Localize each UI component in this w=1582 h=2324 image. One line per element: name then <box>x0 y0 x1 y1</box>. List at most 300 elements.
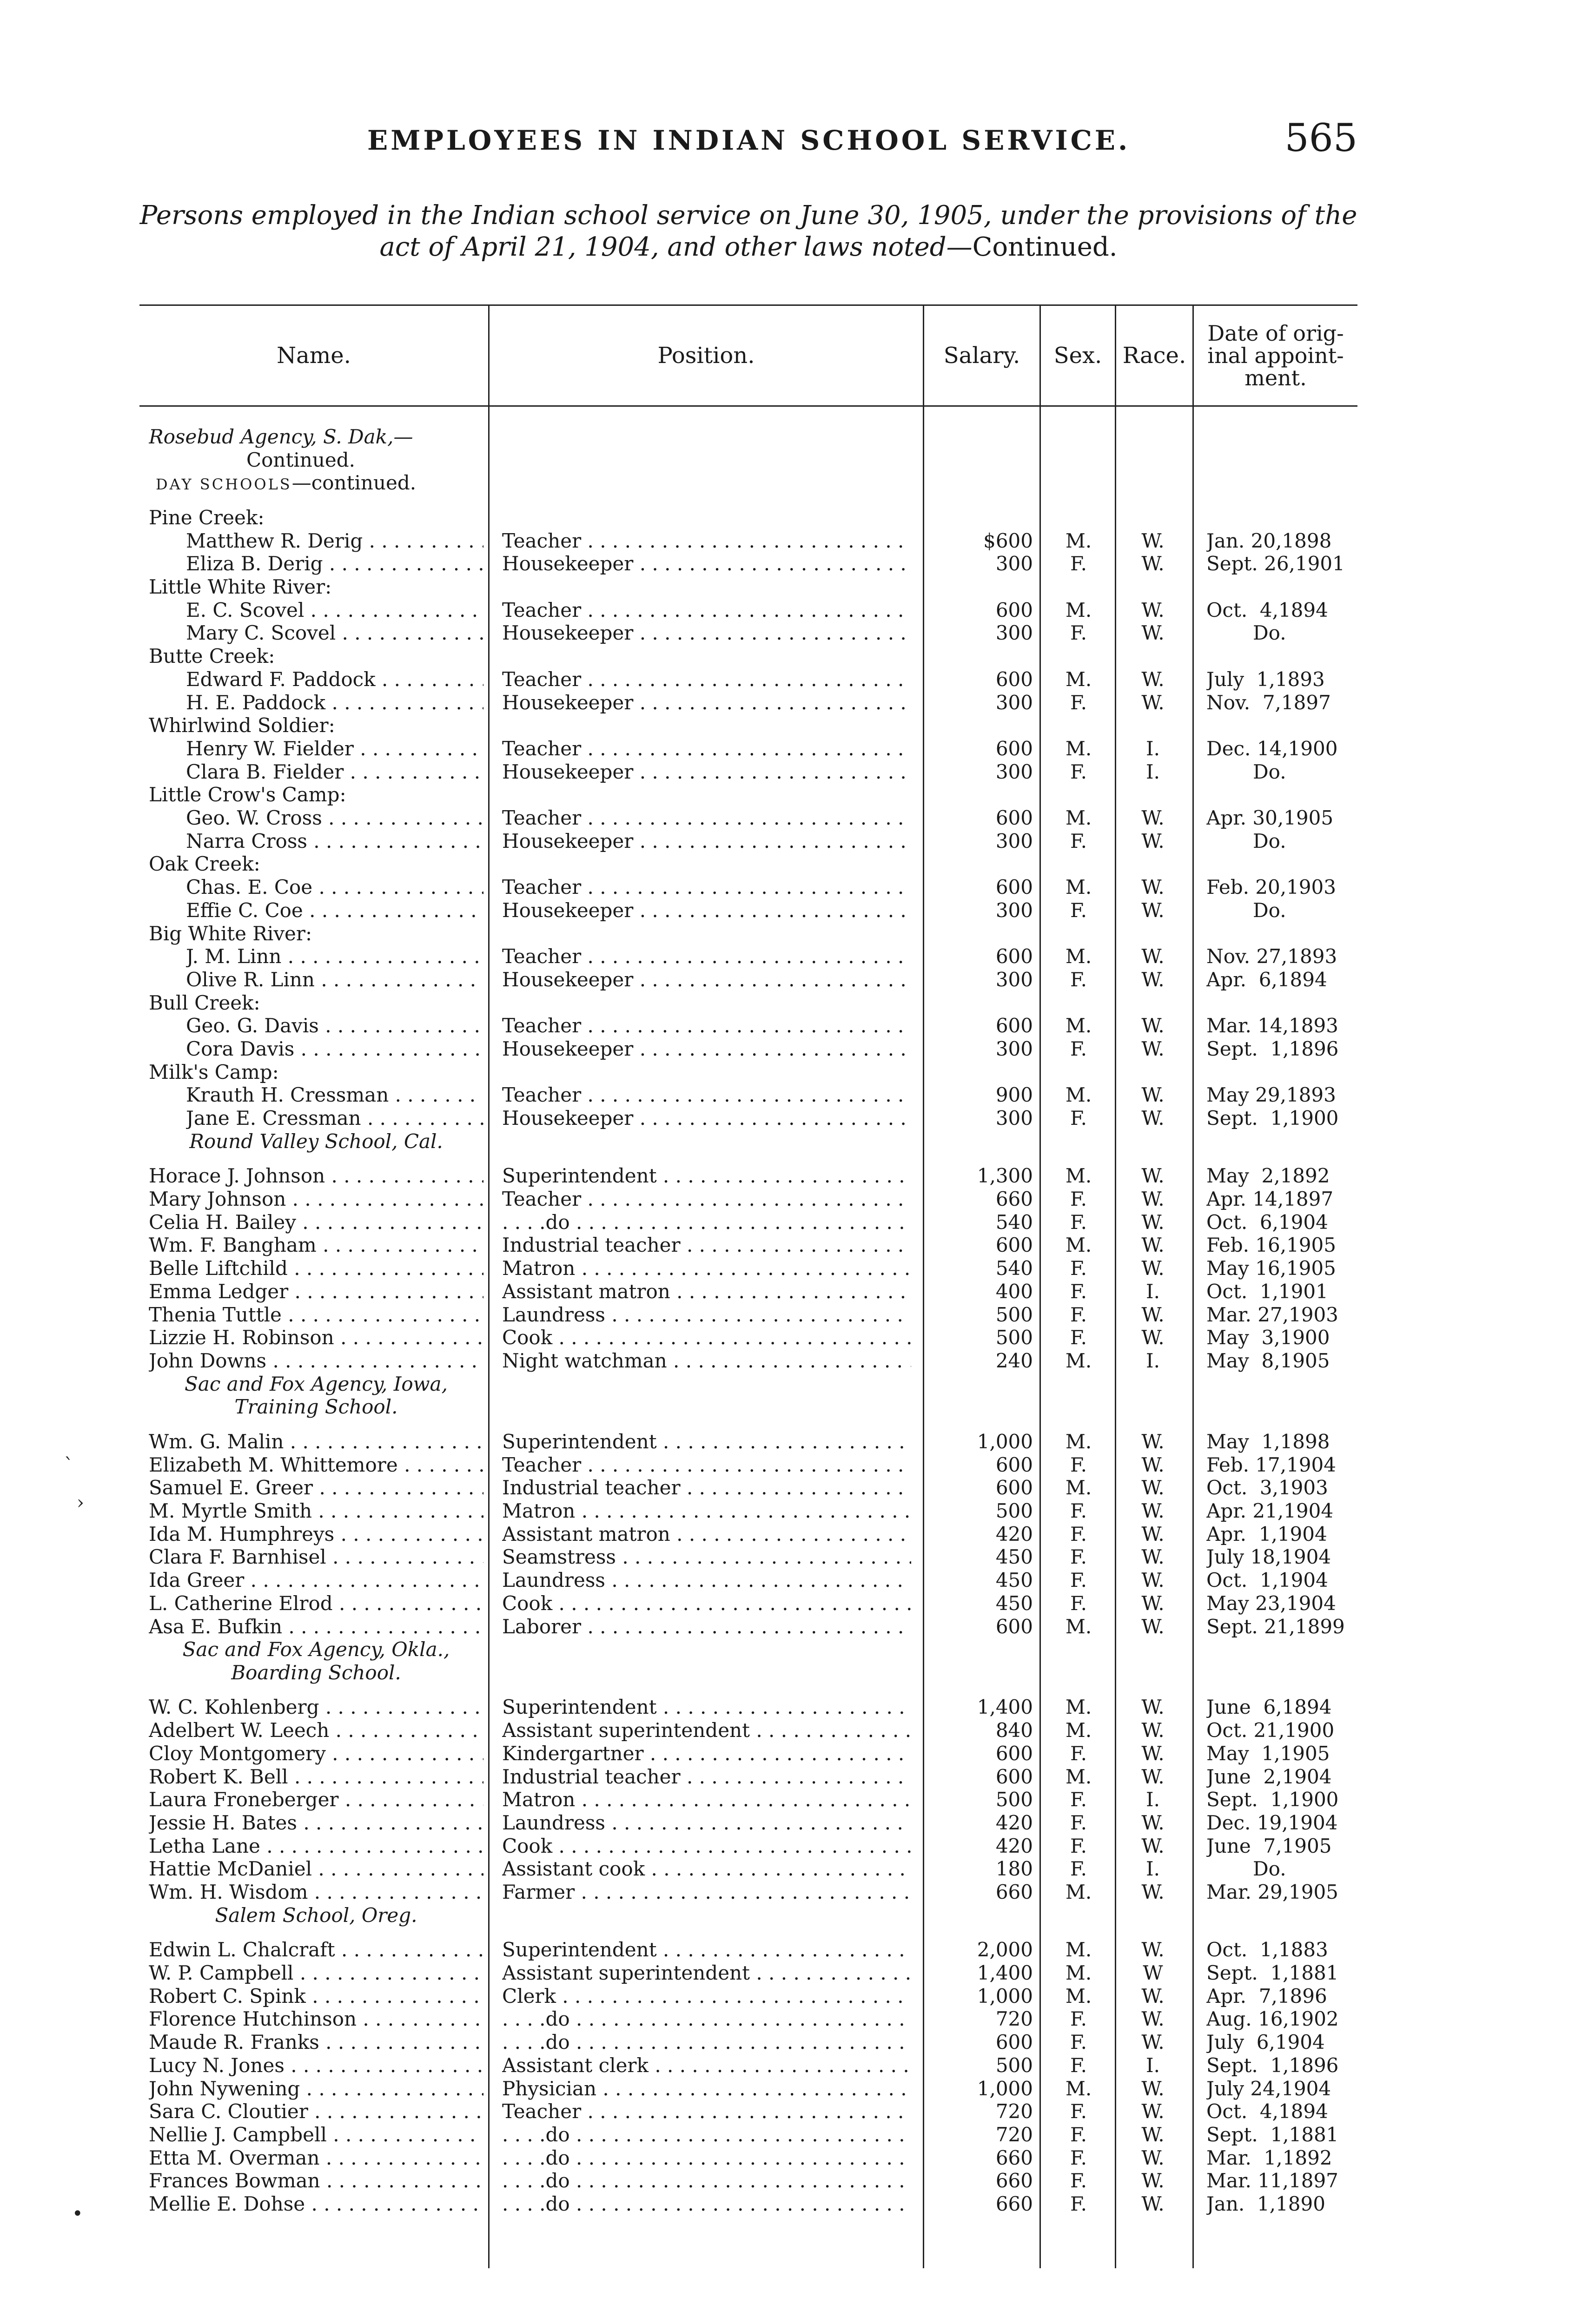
employee-salary: 300 <box>995 1037 1033 1060</box>
employee-position: Teacher . . . <box>502 737 911 760</box>
employee-appointment-date: May 29,1893 <box>1206 1083 1336 1106</box>
section-heading-line-2: Boarding School. <box>231 1661 401 1684</box>
employee-salary: 500 <box>995 1788 1033 1811</box>
employee-race: W. <box>1141 1453 1165 1476</box>
employee-salary: 720 <box>995 2123 1033 2146</box>
employee-sex: F. <box>1070 2100 1087 2123</box>
employee-sex: M. <box>1065 1696 1092 1718</box>
employee-sex: M. <box>1065 737 1092 760</box>
employee-name: Robert K. Bell . . . <box>149 1765 483 1788</box>
caption-line-1: Persons employed in the Indian school service on June 30, 1905, under the provisions of the <box>139 200 1357 231</box>
employee-position: Superintendent . . . <box>502 1938 911 1961</box>
employee-position: Teacher . . . <box>502 876 911 898</box>
employee-sex: F. <box>1070 2169 1087 2192</box>
column-separator-salary <box>1039 304 1041 2268</box>
employee-position: Teacher . . . <box>502 1453 911 1476</box>
employee-sex: F. <box>1070 1453 1087 1476</box>
employee-name: W. C. Kohlenberg . . . <box>149 1696 483 1718</box>
employee-position: Cook . . . <box>502 1592 911 1615</box>
employee-appointment-date: Jan. 20,1898 <box>1206 529 1332 552</box>
employee-salary: 400 <box>995 1280 1033 1303</box>
employee-appointment-date: Oct. 3,1903 <box>1206 1476 1328 1499</box>
employee-position: Teacher . . . <box>502 2100 911 2123</box>
employee-sex: M. <box>1065 1349 1092 1372</box>
section-heading-line-2: Training School. <box>234 1395 398 1418</box>
employee-race: W. <box>1141 599 1165 621</box>
employee-name: Etta M. Overman . . . <box>149 2146 483 2169</box>
employee-name: Narra Cross . . . <box>186 830 483 852</box>
column-header-date <box>1194 307 1357 404</box>
employee-salary: 600 <box>995 668 1033 691</box>
employee-name: Ida M. Humphreys . . . <box>149 1523 483 1545</box>
employee-race: W. <box>1141 2169 1165 2192</box>
column-header-date-line-3: ment. <box>1244 365 1307 390</box>
employee-name: Asa E. Bufkin . . . <box>149 1615 483 1638</box>
employee-position: Housekeeper . . . <box>502 552 911 575</box>
employee-name: John Downs . . . <box>149 1349 483 1372</box>
employee-race: I. <box>1146 1349 1160 1372</box>
employee-position: Housekeeper . . . <box>502 968 911 991</box>
employee-position: Housekeeper . . . <box>502 1037 911 1060</box>
employee-appointment-date: Feb. 20,1903 <box>1206 876 1336 898</box>
employee-race: W. <box>1141 1696 1165 1718</box>
employee-sex: F. <box>1070 1499 1087 1522</box>
employee-name: Geo. G. Davis . . . <box>186 1014 483 1037</box>
employee-name: Cora Davis . . . <box>186 1037 483 1060</box>
running-title: EMPLOYEES IN INDIAN SCHOOL SERVICE. <box>367 125 1131 156</box>
employee-appointment-date: Oct. 6,1904 <box>1206 1211 1328 1234</box>
employee-salary: 420 <box>995 1523 1033 1545</box>
employee-appointment-date: June 7,1905 <box>1206 1835 1332 1857</box>
employee-sex: M. <box>1065 1476 1092 1499</box>
employee-position: Matron . . . <box>502 1257 911 1280</box>
employee-position: Teacher . . . <box>502 1188 911 1210</box>
employee-race: I. <box>1146 2054 1160 2077</box>
employee-sex: M. <box>1065 599 1092 621</box>
employee-race: W. <box>1141 899 1165 922</box>
employee-position: Industrial teacher . . . <box>502 1234 911 1256</box>
employee-position: Teacher . . . <box>502 945 911 968</box>
employee-sex: F. <box>1070 968 1087 991</box>
employee-position: Laborer . . . <box>502 1615 911 1638</box>
employee-salary: 600 <box>995 945 1033 968</box>
employee-race: W. <box>1141 1211 1165 1234</box>
employee-salary: 660 <box>995 1881 1033 1903</box>
employee-sex: F. <box>1070 1788 1087 1811</box>
employee-position: Industrial teacher . . . <box>502 1476 911 1499</box>
employee-position: Teacher . . . <box>502 1014 911 1037</box>
employee-sex: F. <box>1070 2031 1087 2053</box>
employee-salary: $600 <box>983 529 1033 552</box>
employee-name: Lucy N. Jones . . . <box>149 2054 483 2077</box>
employee-name: Effie C. Coe . . . <box>186 899 483 922</box>
employee-race: W. <box>1141 1985 1165 2007</box>
employee-salary: 600 <box>995 1765 1033 1788</box>
employee-salary: 500 <box>995 1499 1033 1522</box>
employee-sex: F. <box>1070 1280 1087 1303</box>
employee-position: Assistant cook . . . <box>502 1857 911 1880</box>
employee-appointment-date: Apr. 30,1905 <box>1206 806 1334 829</box>
employee-race: I. <box>1146 1788 1160 1811</box>
employee-appointment-date: Apr. 21,1904 <box>1206 1499 1334 1522</box>
employee-race: W. <box>1141 1835 1165 1857</box>
employee-name: Celia H. Bailey . . . <box>149 1211 483 1234</box>
section-heading: Sac and Fox Agency, Iowa, <box>185 1373 448 1395</box>
employee-race: W. <box>1141 691 1165 714</box>
employee-name: Krauth H. Cressman . . . <box>186 1083 483 1106</box>
employee-appointment-date: Feb. 17,1904 <box>1206 1453 1336 1476</box>
employee-sex: M. <box>1065 1985 1092 2007</box>
employee-salary: 600 <box>995 1234 1033 1256</box>
column-separator-sex <box>1115 304 1116 2268</box>
employee-position: Housekeeper . . . <box>502 621 911 644</box>
employee-name: Matthew R. Derig . . . <box>186 529 483 552</box>
employee-position: Teacher . . . <box>502 599 911 621</box>
subsection-heading-label: DAY SCHOOLS <box>156 475 292 493</box>
employee-appointment-date: Mar. 11,1897 <box>1206 2169 1338 2192</box>
employee-name: Olive R. Linn . . . <box>186 968 483 991</box>
employee-name: Wm. G. Malin . . . <box>149 1430 483 1453</box>
table-top-rule <box>139 304 1357 306</box>
column-header-position: Position. <box>657 343 755 369</box>
employee-sex: F. <box>1070 1107 1087 1129</box>
employee-position: Teacher . . . <box>502 668 911 691</box>
school-location: Big White River: <box>149 922 312 945</box>
employee-sex: F. <box>1070 1257 1087 1280</box>
employee-race: W. <box>1141 1014 1165 1037</box>
employee-salary: 600 <box>995 1476 1033 1499</box>
employee-name: Jane E. Cressman . . . <box>186 1107 483 1129</box>
employee-salary: 2,000 <box>977 1938 1033 1961</box>
employee-salary: 600 <box>995 737 1033 760</box>
employee-appointment-date: Oct. 1,1904 <box>1206 1569 1328 1591</box>
margin-mark: › <box>77 1492 84 1513</box>
employee-salary: 600 <box>995 1615 1033 1638</box>
employee-position: Housekeeper . . . <box>502 899 911 922</box>
employee-salary: 900 <box>995 1083 1033 1106</box>
employee-appointment-date: Feb. 16,1905 <box>1206 1234 1336 1256</box>
employee-sex: F. <box>1070 1326 1087 1349</box>
employee-race: W. <box>1141 552 1165 575</box>
employee-position: Housekeeper . . . <box>502 760 911 783</box>
employee-sex: M. <box>1065 668 1092 691</box>
employee-sex: F. <box>1070 1835 1087 1857</box>
employee-salary: 720 <box>995 2100 1033 2123</box>
employee-race: W. <box>1141 1430 1165 1453</box>
employee-appointment-date: June 6,1894 <box>1206 1696 1332 1718</box>
employee-sex: M. <box>1065 1164 1092 1187</box>
employee-sex: M. <box>1065 2077 1092 2100</box>
employee-position: . . . .do . . . <box>502 2007 911 2030</box>
employee-position: Assistant superintendent . . . <box>502 1961 911 1984</box>
employee-sex: M. <box>1065 806 1092 829</box>
school-location: Little Crow's Camp: <box>149 783 346 806</box>
employee-race: W. <box>1141 2100 1165 2123</box>
employee-appointment-date: Sept. 1,1896 <box>1206 2054 1339 2077</box>
employee-appointment-date: July 24,1904 <box>1206 2077 1331 2100</box>
employee-appointment-date: May 23,1904 <box>1206 1592 1336 1615</box>
employee-position: Superintendent . . . <box>502 1164 911 1187</box>
employee-position: Laundress . . . <box>502 1811 911 1834</box>
employee-race: W. <box>1141 830 1165 852</box>
employee-salary: 300 <box>995 621 1033 644</box>
employee-race: W. <box>1141 1615 1165 1638</box>
column-separator-position <box>923 304 924 2268</box>
employee-position: Industrial teacher . . . <box>502 1765 911 1788</box>
employee-sex: F. <box>1070 1188 1087 1210</box>
employee-name: J. M. Linn . . . <box>186 945 483 968</box>
employee-name: Geo. W. Cross . . . <box>186 806 483 829</box>
employee-appointment-date: Sept. 1,1896 <box>1206 1037 1339 1060</box>
employee-appointment-date: Oct. 1,1883 <box>1206 1938 1328 1961</box>
employee-appointment-date: May 16,1905 <box>1206 1257 1336 1280</box>
employee-race: W. <box>1141 1569 1165 1591</box>
employee-position: Superintendent . . . <box>502 1430 911 1453</box>
employee-sex: F. <box>1070 830 1087 852</box>
employee-sex: F. <box>1070 2123 1087 2146</box>
column-header-race: Race. <box>1122 343 1186 369</box>
column-header-salary: Salary. <box>943 343 1020 369</box>
employee-name: Thenia Tuttle . . . <box>149 1303 483 1326</box>
employee-sex: F. <box>1070 691 1087 714</box>
employee-salary: 300 <box>995 1107 1033 1129</box>
employee-sex: M. <box>1065 1765 1092 1788</box>
employee-sex: M. <box>1065 1234 1092 1256</box>
employee-race: W. <box>1141 1938 1165 1961</box>
employee-salary: 300 <box>995 760 1033 783</box>
employee-name: Horace J. Johnson . . . <box>149 1164 483 1187</box>
employee-name: Edward F. Paddock . . . <box>186 668 483 691</box>
employee-position: Matron . . . <box>502 1788 911 1811</box>
employee-appointment-date: Nov. 27,1893 <box>1206 945 1337 968</box>
employee-salary: 420 <box>995 1835 1033 1857</box>
employee-race: W. <box>1141 968 1165 991</box>
employee-salary: 300 <box>995 830 1033 852</box>
employee-race: W. <box>1141 1107 1165 1129</box>
employee-sex: F. <box>1070 1523 1087 1545</box>
employee-race: W. <box>1141 668 1165 691</box>
subsection-heading <box>156 471 490 494</box>
employee-appointment-date: June 2,1904 <box>1206 1765 1332 1788</box>
running-head <box>139 116 1357 172</box>
employee-appointment-date: Oct. 1,1901 <box>1206 1280 1328 1303</box>
employee-sex: F. <box>1070 1303 1087 1326</box>
employee-position: Assistant superintendent . . . <box>502 1719 911 1742</box>
employee-race: W. <box>1141 1881 1165 1903</box>
employee-race: W <box>1143 1961 1163 1984</box>
employee-salary: 1,000 <box>977 2077 1033 2100</box>
table-caption <box>139 200 1357 263</box>
employee-sex: F. <box>1070 1211 1087 1234</box>
employee-name: Mary C. Scovel . . . <box>186 621 483 644</box>
employee-salary: 600 <box>995 599 1033 621</box>
employee-salary: 450 <box>995 1592 1033 1615</box>
employee-appointment-date: Apr. 7,1896 <box>1206 1985 1327 2007</box>
employee-sex: M. <box>1065 1615 1092 1638</box>
employee-race: W. <box>1141 1188 1165 1210</box>
employee-position: Assistant matron . . . <box>502 1523 911 1545</box>
section-heading: Salem School, Oreg. <box>215 1904 417 1927</box>
employee-sex: M. <box>1065 1719 1092 1742</box>
employee-salary: 300 <box>995 552 1033 575</box>
employee-race: W. <box>1141 1592 1165 1615</box>
employee-salary: 720 <box>995 2007 1033 2030</box>
employee-name: Hattie McDaniel . . . <box>149 1857 483 1880</box>
employee-name: Letha Lane . . . <box>149 1835 483 1857</box>
employee-name: Clara F. Barnhisel . . . <box>149 1545 483 1568</box>
employee-sex: F. <box>1070 1569 1087 1591</box>
employee-appointment-date: May 2,1892 <box>1206 1164 1330 1187</box>
employee-name: Mary Johnson . . . <box>149 1188 483 1210</box>
employee-race: W. <box>1141 1523 1165 1545</box>
employee-name: H. E. Paddock . . . <box>186 691 483 714</box>
employee-position: Teacher . . . <box>502 529 911 552</box>
employee-position: Laundress . . . <box>502 1569 911 1591</box>
employee-appointment-date: Apr. 6,1894 <box>1206 968 1327 991</box>
employee-position: Teacher . . . <box>502 1083 911 1106</box>
employee-name: Clara B. Fielder . . . <box>186 760 483 783</box>
section-heading: Sac and Fox Agency, Okla., <box>182 1638 450 1661</box>
employee-name: Frances Bowman . . . <box>149 2169 483 2192</box>
employee-name: Jessie H. Bates . . . <box>149 1811 483 1834</box>
employee-salary: 300 <box>995 691 1033 714</box>
employee-race: W. <box>1141 1164 1165 1187</box>
employee-sex: M. <box>1065 945 1092 968</box>
employee-name: Edwin L. Chalcraft . . . <box>149 1938 483 1961</box>
employee-position: . . . .do . . . <box>502 2192 911 2215</box>
employee-appointment-date: Mar. 27,1903 <box>1206 1303 1338 1326</box>
employee-name: W. P. Campbell . . . <box>149 1961 483 1984</box>
employee-race: I. <box>1146 737 1160 760</box>
employee-salary: 1,300 <box>977 1164 1033 1187</box>
employee-position: . . . .do . . . <box>502 1211 911 1234</box>
employee-race: W. <box>1141 621 1165 644</box>
employee-appointment-date: Sept. 1,1900 <box>1206 1107 1339 1129</box>
employee-appointment-date: Jan. 1,1890 <box>1206 2192 1325 2215</box>
employee-name: Wm. H. Wisdom . . . <box>149 1881 483 1903</box>
column-header-date-line-1: Date of orig- <box>1207 321 1344 346</box>
column-header-sex: Sex. <box>1053 343 1102 369</box>
employee-appointment-date: Do. <box>1253 1857 1286 1880</box>
employee-name: L. Catherine Elrod . . . <box>149 1592 483 1615</box>
margin-mark: ` <box>64 1455 73 1476</box>
employee-race: W. <box>1141 2192 1165 2215</box>
school-location: Butte Creek: <box>149 645 275 667</box>
employee-race: W. <box>1141 1476 1165 1499</box>
section-heading-continued: Continued. <box>246 449 355 471</box>
section-heading: Rosebud Agency, S. Dak,— <box>149 425 413 448</box>
employee-race: W. <box>1141 2123 1165 2146</box>
employee-appointment-date: July 1,1893 <box>1206 668 1325 691</box>
employee-salary: 660 <box>995 2169 1033 2192</box>
margin-mark: • <box>72 2203 83 2225</box>
employee-salary: 500 <box>995 1303 1033 1326</box>
employee-sex: M. <box>1065 1083 1092 1106</box>
employee-name: John Nywening . . . <box>149 2077 483 2100</box>
employee-salary: 660 <box>995 2146 1033 2169</box>
school-location: Whirlwind Soldier: <box>149 714 335 737</box>
employee-name: Chas. E. Coe . . . <box>186 876 483 898</box>
employee-race: W. <box>1141 1037 1165 1060</box>
employee-sex: F. <box>1070 1592 1087 1615</box>
employee-race: W. <box>1141 2031 1165 2053</box>
employee-sex: F. <box>1070 621 1087 644</box>
employee-race: W. <box>1141 1719 1165 1742</box>
employee-name: Wm. F. Bangham . . . <box>149 1234 483 1256</box>
employee-sex: F. <box>1070 1857 1087 1880</box>
employee-race: W. <box>1141 1303 1165 1326</box>
employee-salary: 660 <box>995 2192 1033 2215</box>
employee-appointment-date: July 6,1904 <box>1206 2031 1325 2053</box>
employee-name: Ida Greer . . . <box>149 1569 483 1591</box>
employee-name: Henry W. Fielder . . . <box>186 737 483 760</box>
employee-name: Robert C. Spink . . . <box>149 1985 483 2007</box>
employee-name: Maude R. Franks . . . <box>149 2031 483 2053</box>
employee-position: Kindergartner . . . <box>502 1742 911 1765</box>
employee-sex: F. <box>1070 552 1087 575</box>
employee-appointment-date: Do. <box>1253 621 1286 644</box>
employee-position: Housekeeper . . . <box>502 691 911 714</box>
employee-sex: M. <box>1065 529 1092 552</box>
section-heading: Round Valley School, Cal. <box>189 1130 443 1153</box>
employee-salary: 300 <box>995 968 1033 991</box>
employee-race: W. <box>1141 1234 1165 1256</box>
employee-salary: 240 <box>995 1349 1033 1372</box>
employee-appointment-date: Sept. 1,1881 <box>1206 2123 1339 2146</box>
school-location: Pine Creek: <box>149 506 265 529</box>
employee-position: Night watchman . . . <box>502 1349 911 1372</box>
employee-appointment-date: Do. <box>1253 760 1286 783</box>
employee-sex: F. <box>1070 2192 1087 2215</box>
employee-appointment-date: Sept. 26,1901 <box>1206 552 1345 575</box>
employee-position: Physician . . . <box>502 2077 911 2100</box>
employee-salary: 1,000 <box>977 1430 1033 1453</box>
school-location: Little White River: <box>149 575 332 598</box>
employee-salary: 1,400 <box>977 1961 1033 1984</box>
employee-sex: F. <box>1070 1037 1087 1060</box>
employee-race: W. <box>1141 1811 1165 1834</box>
employee-name: Sara C. Cloutier . . . <box>149 2100 483 2123</box>
school-location: Oak Creek: <box>149 852 260 875</box>
employee-position: Seamstress . . . <box>502 1545 911 1568</box>
employee-sex: F. <box>1070 1811 1087 1834</box>
employee-sex: F. <box>1070 899 1087 922</box>
employee-appointment-date: Dec. 19,1904 <box>1206 1811 1338 1834</box>
employee-appointment-date: Sept. 21,1899 <box>1206 1615 1345 1638</box>
employee-salary: 500 <box>995 1326 1033 1349</box>
employee-race: W. <box>1141 1545 1165 1568</box>
employee-appointment-date: Mar. 14,1893 <box>1206 1014 1338 1037</box>
employee-salary: 600 <box>995 2031 1033 2053</box>
column-separator-name <box>488 304 490 2268</box>
employee-race: W. <box>1141 2146 1165 2169</box>
employee-race: I. <box>1146 760 1160 783</box>
employee-position: Cook . . . <box>502 1835 911 1857</box>
employee-sex: F. <box>1070 760 1087 783</box>
employee-appointment-date: Aug. 16,1902 <box>1206 2007 1339 2030</box>
employee-position: Housekeeper . . . <box>502 1107 911 1129</box>
employee-position: Farmer . . . <box>502 1881 911 1903</box>
employee-race: W. <box>1141 945 1165 968</box>
employee-appointment-date: Sept. 1,1881 <box>1206 1961 1339 1984</box>
employee-appointment-date: Do. <box>1253 899 1286 922</box>
employee-position: Matron . . . <box>502 1499 911 1522</box>
employee-position: . . . .do . . . <box>502 2146 911 2169</box>
employee-sex: F. <box>1070 2007 1087 2030</box>
employee-position: Assistant matron . . . <box>502 1280 911 1303</box>
employee-position: Cook . . . <box>502 1326 911 1349</box>
column-separator-race <box>1192 304 1194 2268</box>
